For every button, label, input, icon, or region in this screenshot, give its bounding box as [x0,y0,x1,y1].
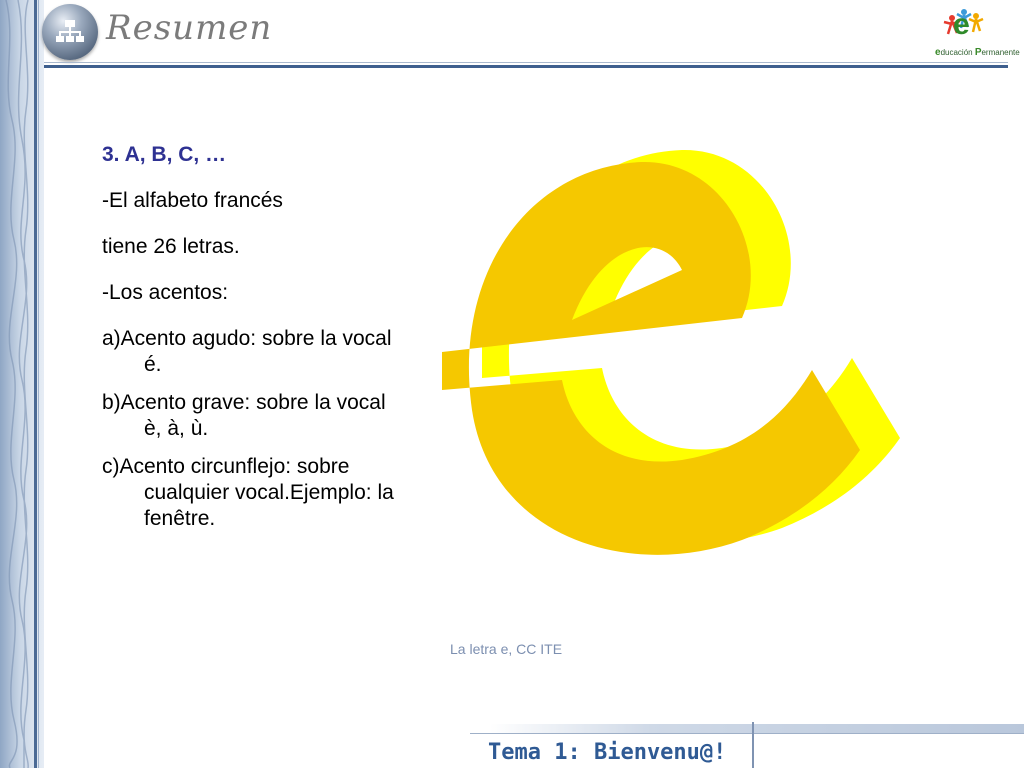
header-rule-thin [44,62,1008,63]
page-title: Resumen [106,8,273,48]
text-line-alphabet: -El alfabeto francés [102,189,283,212]
section-heading: 3. A, B, C, … [102,143,227,166]
footer-rule [470,733,1024,734]
text-line-letters: tiene 26 letras. [102,235,240,258]
list-item-acute: a)Acento agudo: sobre la vocal é. [102,327,392,376]
brand-name-e: e [935,47,941,58]
brand-name-permanente: ermanente [981,48,1020,57]
left-edge-line [34,0,37,768]
list-item-circumflex: c)Acento circunflejo: sobre cualquier vocal.Ejemplo: la fenêtre. [102,455,394,530]
list-item-grave: b)Acento grave: sobre la vocal è, à, ù. [102,391,386,440]
brand-name-educacion: ducación [940,48,975,57]
brand-name-p: P [974,47,982,58]
header-rule [44,65,1008,68]
sitemap-logo-icon [42,4,98,60]
left-edge-line-thin [38,0,39,768]
brand-name [935,47,1020,58]
text-line-accents: -Los acentos: [102,281,229,304]
footer-separator [752,722,754,768]
svg-text:e: e [953,8,970,41]
summary-text [102,142,402,538]
letter-e-illustration [430,120,910,610]
footer-title: Tema 1: Bienvenu@! [488,740,727,765]
image-caption: La letra e, CC ITE [450,641,563,657]
